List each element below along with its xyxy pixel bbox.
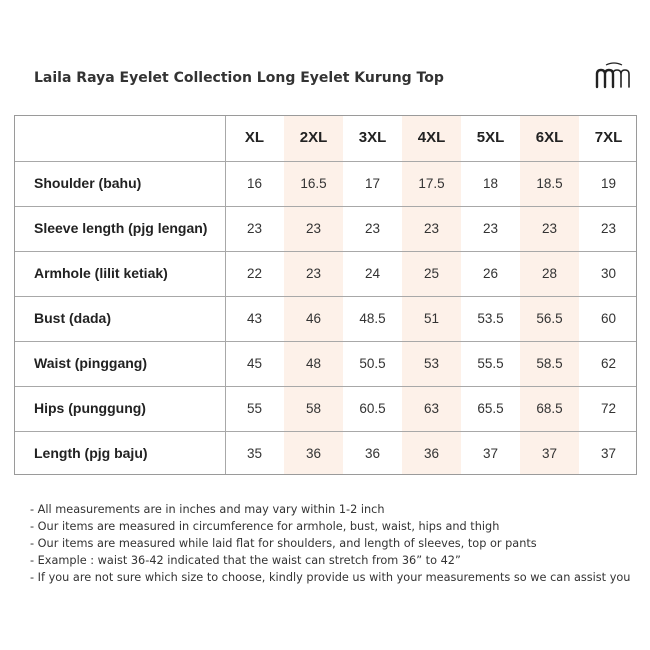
- measurement-value: 48: [305, 356, 322, 371]
- row-divider: [15, 206, 636, 207]
- measurement-label: Shoulder (bahu): [34, 175, 142, 191]
- size-header: 2XL: [299, 129, 328, 146]
- measurement-value: 62: [600, 356, 617, 371]
- measurement-value: 23: [305, 266, 322, 281]
- measurement-value: 63: [423, 401, 440, 416]
- measurement-value: 23: [482, 221, 499, 236]
- measurement-value: 53.5: [477, 311, 504, 326]
- measurement-value: 18.5: [536, 176, 563, 191]
- measurement-value: 17.5: [418, 176, 445, 191]
- measurement-value: 43: [246, 311, 263, 326]
- brand-monogram-icon: [594, 60, 634, 90]
- measurement-label: Armhole (lilit ketiak): [34, 265, 168, 281]
- measurement-value: 16.5: [300, 176, 327, 191]
- row-divider: [15, 296, 636, 297]
- measurement-value: 56.5: [536, 311, 563, 326]
- row-divider: [15, 251, 636, 252]
- measurement-value: 48.5: [359, 311, 386, 326]
- measurement-value: 36: [305, 446, 322, 461]
- measurement-value: 23: [364, 221, 381, 236]
- size-chart-table: [14, 115, 637, 475]
- size-header: 6XL: [535, 129, 564, 146]
- note-line: - All measurements are in inches and may vary within 1-2 inch: [30, 503, 385, 516]
- measurement-label: Hips (punggung): [34, 400, 146, 416]
- measurement-value: 58.5: [536, 356, 563, 371]
- highlight-column: [402, 116, 461, 474]
- page-title: Laila Raya Eyelet Collection Long Eyelet Kurung Top: [34, 70, 444, 86]
- size-header: 4XL: [417, 129, 446, 146]
- note-line: - Our items are measured in circumference for armhole, bust, waist, hips and thigh: [30, 520, 500, 533]
- highlight-column: [284, 116, 343, 474]
- size-header: 5XL: [476, 129, 505, 146]
- note-line: - Our items are measured while laid flat for shoulders, and length of sleeves, top or pants: [30, 537, 537, 550]
- measurement-value: 55: [246, 401, 263, 416]
- measurement-label: Waist (pinggang): [34, 355, 148, 371]
- measurement-value: 51: [423, 311, 440, 326]
- column-divider: [225, 116, 226, 474]
- measurement-value: 35: [246, 446, 263, 461]
- measurement-value: 55.5: [477, 356, 504, 371]
- measurement-value: 50.5: [359, 356, 386, 371]
- note-line: - If you are not sure which size to choose, kindly provide us with your measurements so we can assist you: [30, 571, 631, 584]
- measurement-value: 37: [541, 446, 558, 461]
- measurement-value: 68.5: [536, 401, 563, 416]
- row-divider: [15, 386, 636, 387]
- measurement-value: 24: [364, 266, 381, 281]
- measurement-value: 37: [600, 446, 617, 461]
- highlight-column: [520, 116, 579, 474]
- measurement-value: 23: [541, 221, 558, 236]
- measurement-value: 22: [246, 266, 263, 281]
- measurement-value: 45: [246, 356, 263, 371]
- measurement-label: Bust (dada): [34, 310, 111, 326]
- measurement-value: 26: [482, 266, 499, 281]
- measurement-value: 53: [423, 356, 440, 371]
- measurement-value: 46: [305, 311, 322, 326]
- measurement-value: 23: [246, 221, 263, 236]
- measurement-value: 18: [482, 176, 499, 191]
- measurement-value: 25: [423, 266, 440, 281]
- row-divider: [15, 431, 636, 432]
- measurement-label: Length (pjg baju): [34, 445, 148, 461]
- measurement-value: 19: [600, 176, 617, 191]
- measurement-value: 65.5: [477, 401, 504, 416]
- size-notes: [30, 501, 630, 586]
- measurement-value: 30: [600, 266, 617, 281]
- measurement-value: 60: [600, 311, 617, 326]
- measurement-value: 72: [600, 401, 617, 416]
- measurement-value: 36: [364, 446, 381, 461]
- size-header: 7XL: [594, 129, 623, 146]
- measurement-value: 28: [541, 266, 558, 281]
- measurement-value: 23: [423, 221, 440, 236]
- measurement-value: 58: [305, 401, 322, 416]
- size-header: XL: [244, 129, 265, 146]
- measurement-value: 60.5: [359, 401, 386, 416]
- measurement-value: 23: [305, 221, 322, 236]
- measurement-value: 37: [482, 446, 499, 461]
- measurement-value: 36: [423, 446, 440, 461]
- measurement-value: 17: [364, 176, 381, 191]
- row-divider: [15, 161, 636, 162]
- size-header: 3XL: [358, 129, 387, 146]
- measurement-value: 23: [600, 221, 617, 236]
- note-line: - Example : waist 36-42 indicated that the waist can stretch from 36” to 42”: [30, 554, 461, 567]
- measurement-value: 16: [246, 176, 263, 191]
- measurement-label: Sleeve length (pjg lengan): [34, 220, 208, 236]
- row-divider: [15, 341, 636, 342]
